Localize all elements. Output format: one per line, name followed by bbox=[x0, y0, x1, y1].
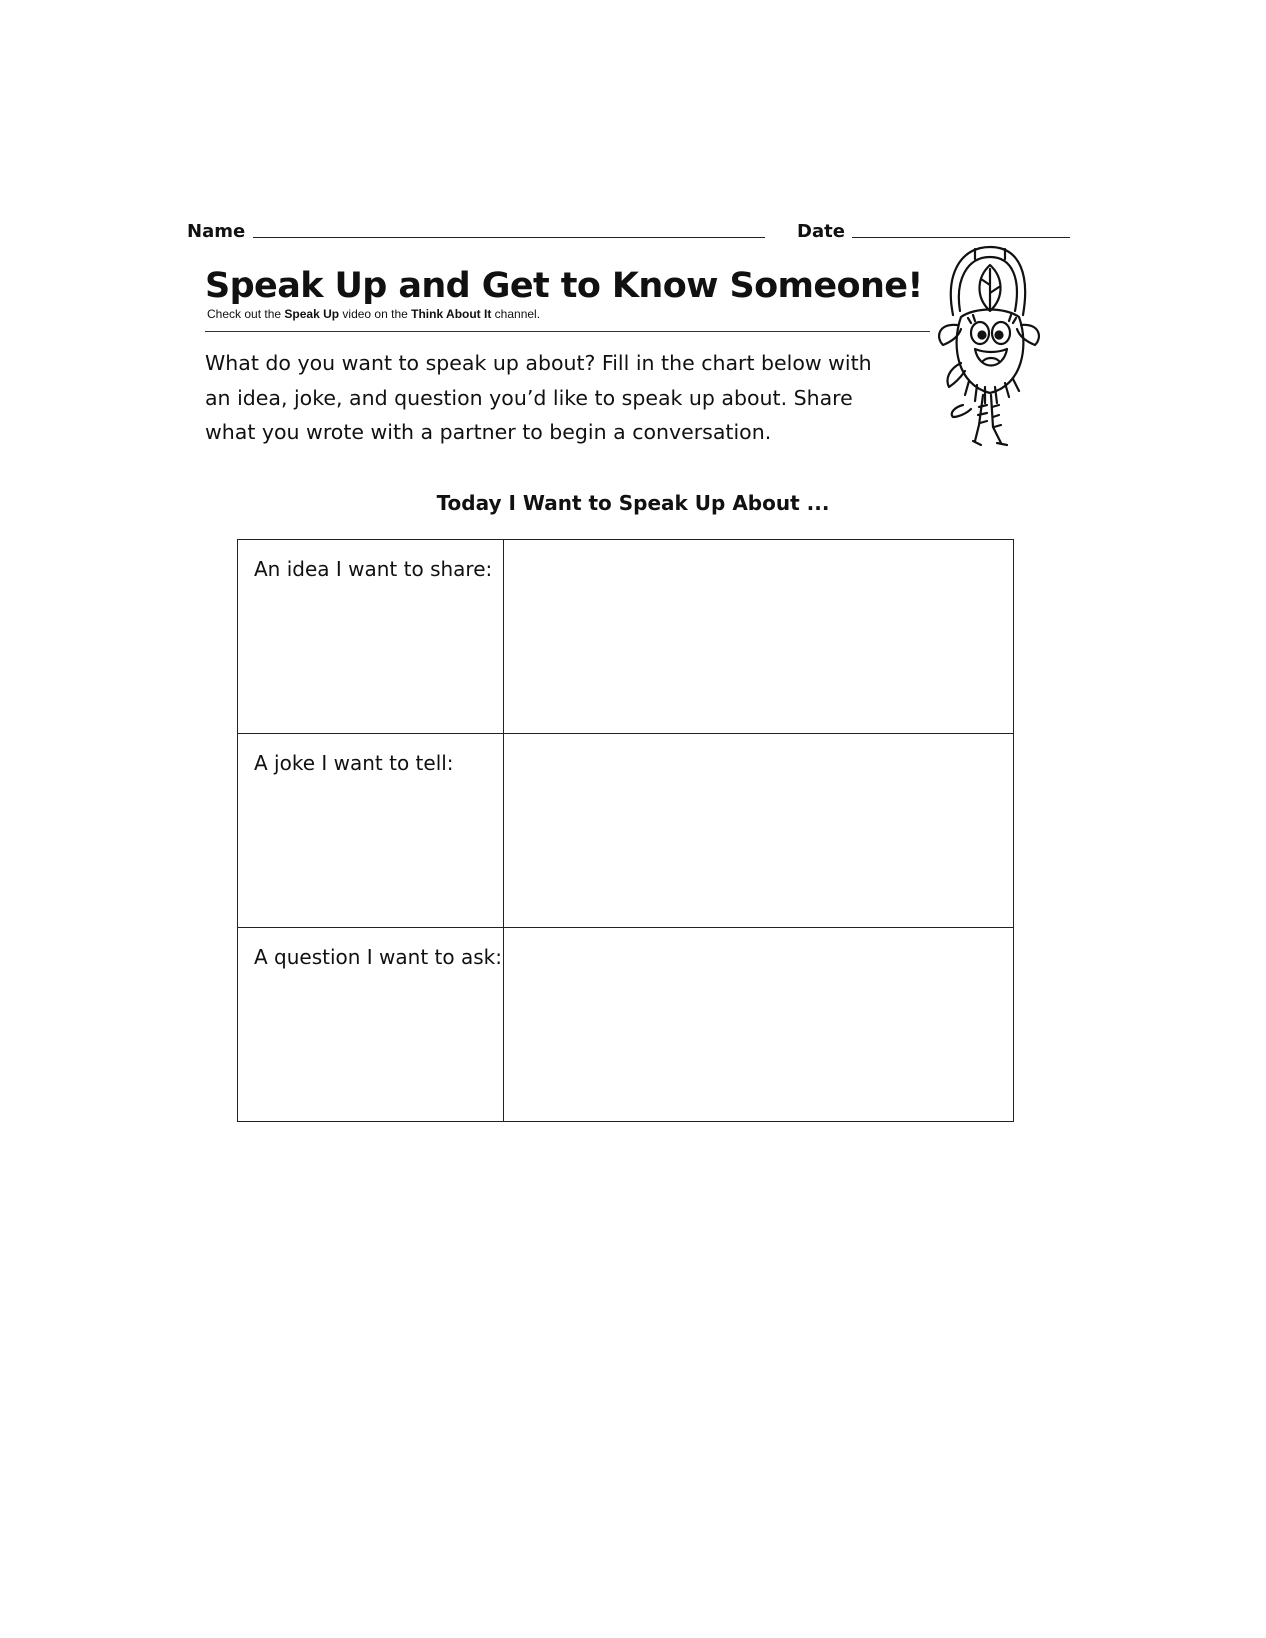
subtitle-video-name: Speak Up bbox=[284, 307, 340, 321]
speak-up-chart bbox=[237, 539, 1014, 1122]
joke-label: A joke I want to tell: bbox=[254, 751, 454, 775]
table-row bbox=[238, 928, 1014, 1122]
title-divider bbox=[205, 331, 930, 332]
idea-answer-cell[interactable] bbox=[504, 540, 1014, 734]
idea-label-cell bbox=[238, 540, 504, 734]
joke-label-cell bbox=[238, 734, 504, 928]
table-row bbox=[238, 540, 1014, 734]
question-label-cell bbox=[238, 928, 504, 1122]
chart-heading: Today I Want to Speak Up About ... bbox=[436, 491, 830, 515]
instructions-text: What do you want to speak up about? Fill in the chart below with an idea, joke, and question you’d like to speak up about. Share what you wrote with a partner to begin a conversation. bbox=[205, 351, 872, 444]
question-label: A question I want to ask: bbox=[254, 945, 502, 969]
worksheet-title: Speak Up and Get to Know Someone! bbox=[205, 266, 923, 306]
table-row bbox=[238, 734, 1014, 928]
subtitle-prefix: Check out the bbox=[207, 307, 285, 321]
date-field-line[interactable] bbox=[852, 237, 1070, 238]
joke-answer-cell[interactable] bbox=[504, 734, 1014, 928]
leaf-character-mascot-icon bbox=[935, 245, 1060, 460]
worksheet-subtitle bbox=[207, 306, 540, 322]
subtitle-suffix: channel. bbox=[491, 307, 541, 321]
subtitle-middle: video on the bbox=[339, 307, 412, 321]
name-field-line[interactable] bbox=[253, 237, 765, 238]
date-label: Date bbox=[797, 221, 845, 242]
name-label: Name bbox=[187, 221, 246, 242]
question-answer-cell[interactable] bbox=[504, 928, 1014, 1122]
idea-label: An idea I want to share: bbox=[254, 557, 493, 581]
subtitle-channel-name: Think About It bbox=[411, 307, 492, 321]
